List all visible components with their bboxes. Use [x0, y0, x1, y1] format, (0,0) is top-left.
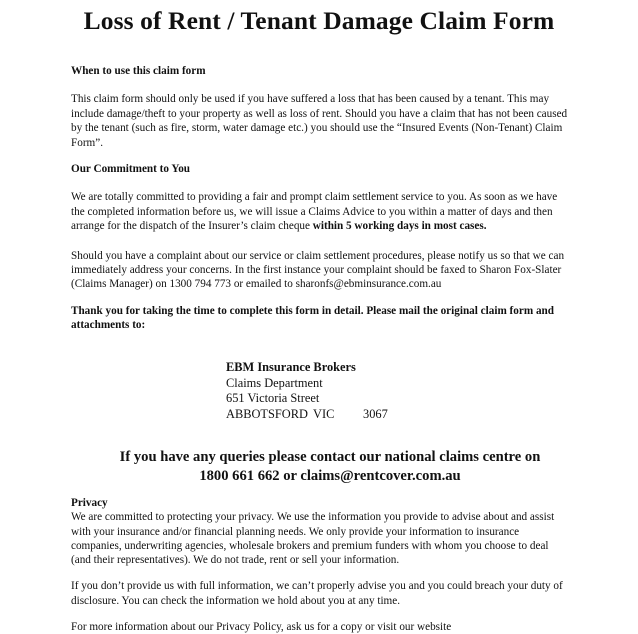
- address-locality: [226, 407, 388, 423]
- form-title: Loss of Rent / Tenant Damage Claim Form: [83, 6, 555, 35]
- contact-notice: [60, 448, 600, 485]
- address-postcode: 3067: [363, 406, 388, 421]
- contact-line-2: 1800 661 662 or claims@rentcover.com.au: [199, 467, 461, 484]
- address-department: Claims Department: [226, 375, 323, 390]
- thanks-text: Thank you for taking the time to complete this form in detail. Please mail the original claim form and attachments to:: [71, 304, 554, 332]
- commitment-body: [71, 190, 571, 233]
- privacy-body-2: If you don’t provide us with full information, we can’t properly advise you and you could breach your duty of disclosure. You can check the information we hold about you at any time.: [71, 580, 563, 607]
- address-street: 651 Victoria Street: [226, 391, 320, 406]
- privacy-body-1: We are committed to protecting your privacy. We use the information you provide to advise about and assist with your insurance and/or financial planning needs. We only provide your information to insurance companies, underwriting agencies, wholesale brokers and premium funders with whom you choose to deal (and their representatives). We do not trade, rent or sell your information.: [71, 511, 555, 567]
- complaint-body: Should you have a complaint about our service or claim settlement procedures, please notify us so that we can immediately address your concerns. In the first instance your complaint should be faxed to Sharon Fox-Slater (Claims Manager) on 1300 794 773 or emailed to sharonfs@ebminsurance.com.au: [71, 249, 565, 291]
- privacy-heading: Privacy: [71, 497, 108, 509]
- commitment-heading: Our Commitment to You: [71, 163, 191, 176]
- privacy-section: [71, 496, 571, 634]
- contact-line-1: If you have any queries please contact our national claims centre on: [119, 449, 541, 465]
- intro-section: [71, 64, 571, 333]
- mailing-address: [226, 360, 388, 422]
- address-company: EBM Insurance Brokers: [226, 360, 356, 374]
- commitment-body-emphasis: within 5 working days in most cases.: [312, 220, 487, 233]
- when-heading: When to use this claim form: [71, 65, 206, 77]
- privacy-body-3: For more information about our Privacy Policy, ask us for a copy or visit our website: [71, 621, 452, 634]
- when-body: This claim form should only be used if you have suffered a loss that has been caused by a tenant. This may include damage/theft to your property as well as loss of rent. Should you have a claim that has not been caused by the tenant (such as fire, storm, water damage etc.) you should use the “Insured Events (Non-Tenant) Claim Form”.: [71, 93, 568, 149]
- commitment-body-text: We are totally committed to providing a fair and prompt claim settlement service to you. As soon as we have the completed information before us, we will issue a Claims Advice to you within a matter of days and then arrange for the dispatch of the Insurer’s claim cheque: [71, 191, 558, 233]
- address-city: ABBOTSFORD: [226, 406, 308, 421]
- address-state: VIC: [313, 406, 335, 421]
